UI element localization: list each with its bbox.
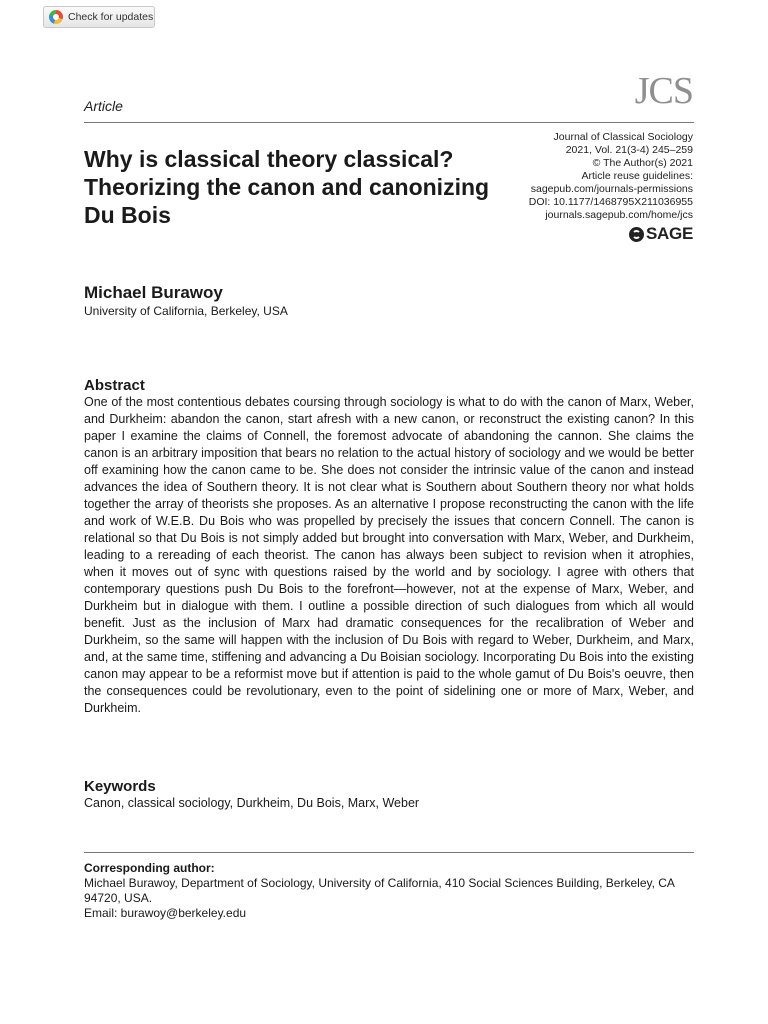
author-affiliation: University of California, Berkeley, USA	[84, 304, 288, 318]
check-for-updates-button[interactable]	[43, 6, 155, 28]
journal-metadata	[529, 131, 693, 222]
corresponding-author-heading: Corresponding author:	[84, 861, 215, 875]
publisher-name: SAGE	[646, 224, 693, 243]
corresponding-author-address: Michael Burawoy, Department of Sociology, University of California, 410 Social Sciences Building, Berkeley, CA 94720, USA.	[84, 876, 675, 905]
journal-name: Journal of Classical Sociology	[553, 131, 693, 143]
permissions-link[interactable]: sagepub.com/journals-permissions	[530, 183, 693, 195]
article-type-label: Article	[84, 98, 123, 114]
reuse-guidelines-label: Article reuse guidelines:	[581, 170, 693, 182]
corresponding-author-details	[84, 876, 694, 921]
article-title: Why is classical theory classical? Theorizing the canon and canonizing Du Bois	[84, 146, 490, 228]
doi[interactable]: DOI: 10.1177/1468795X211036955	[528, 196, 693, 208]
keywords-heading: Keywords	[84, 778, 156, 795]
keywords-list: Canon, classical sociology, Durkheim, Du Bois, Marx, Weber	[84, 796, 420, 810]
abstract-text: One of the most contentious debates coursing through sociology is what to do with the canon of Marx, Weber, and Durkheim: abandon the canon, start afresh with a new canon, or reconstruct the existing canon? In this paper I examine the claims of Connell, the foremost advocate of abandoning the cannon. She claims the canon is an arbitrary imposition that bears no relation to the actual history of sociology and we would be better off examining how the canon came to be. She does not consider the intrinsic value of the canon and instead advances the idea of Southern theory. It is not clear what is Southern about Southern theory nor what holds together the array of theorists she proposes. As an alternative I propose reconstructing the canon with the life and work of W.E.B. Du Bois who was propelled by precisely the issues that concern Connell. The canon is relational so that Du Bois is not simply added but brought into conversation with Marx, Weber, and Durkheim, leading to a rereading of each theorist. The canon has always been subject to revision when it atrophies, when it moves out of sync with questions raised by the world and by sociology. I agree with others that contemporary questions push Du Bois to the forefront—however, not at the expense of Marx, Weber, and Durkheim but in dialogue with them. I outline a possible direction of such dialogues from which all would benefit. Just as the inclusion of Marx had dramatic consequences for the recalibration of Weber and Durkheim, so the same will happen with the inclusion of Du Bois with regard to Weber, Durkheim, and Marx, and, at the same time, stiffening and advancing a Du Boisian sociology. Incorporating Du Bois into the existing canon may appear to be a reformist move but if attention is paid to the whole gamut of Du Bois's oeuvre, then the consequences could be revolutionary, even to the point of sidelining one or more of Marx, Weber, and Durkheim.	[84, 395, 694, 715]
abstract-heading: Abstract	[84, 377, 145, 394]
corresponding-author-email[interactable]: Email: burawoy@berkeley.edu	[84, 906, 247, 920]
footer-divider	[84, 852, 694, 853]
publisher-logo	[629, 224, 693, 244]
sage-icon	[629, 227, 644, 242]
author-name: Michael Burawoy	[84, 283, 223, 302]
journal-home-link[interactable]: journals.sagepub.com/home/jcs	[545, 209, 693, 221]
journal-volume: 2021, Vol. 21(3-4) 245–259	[565, 144, 693, 156]
header-divider	[84, 122, 694, 123]
journal-logo: JCS	[634, 70, 693, 112]
crossmark-icon	[49, 10, 63, 24]
check-for-updates-label: Check for updates	[68, 11, 154, 23]
copyright: © The Author(s) 2021	[592, 157, 693, 169]
